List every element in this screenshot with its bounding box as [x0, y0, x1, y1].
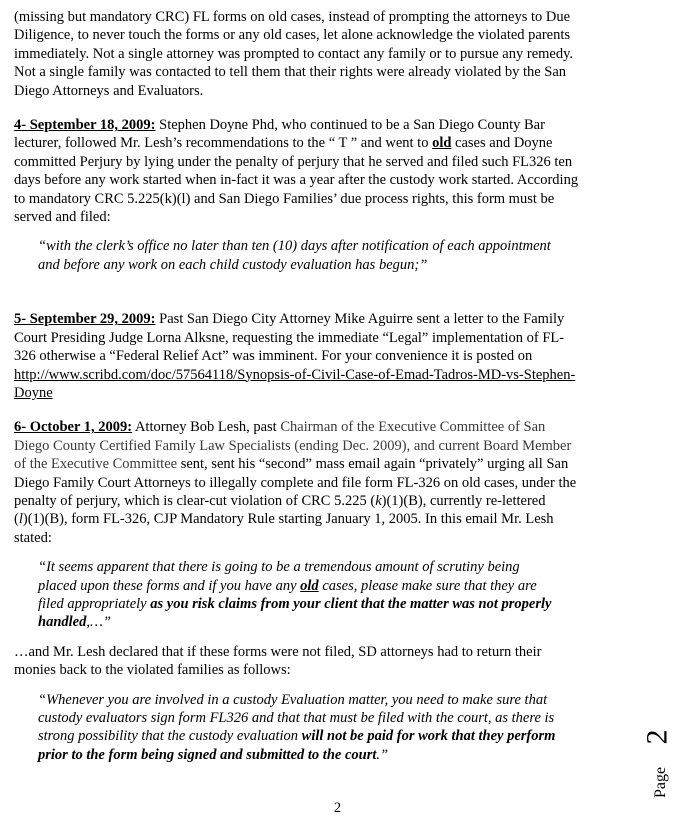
- scribd-link-cont[interactable]: [14, 384, 614, 402]
- link-text[interactable]: http://www.scribd.com/doc/57564118/Synopsis-of-Civil-Case-of-Emad-Tadros-MD-vs-Stephen-: [14, 366, 576, 383]
- text-line: [14, 510, 614, 528]
- text-line: immediately. Not a single attorney was prompted to contact any family or to pursue any remedy.: [14, 45, 574, 62]
- text-span: )(1)(B), form FL-326, CJP Mandatory Rule starting January 1, 2005. In this email Mr. Lesh: [22, 511, 554, 528]
- text-line: monies back to the violated families as follows:: [14, 662, 291, 679]
- quote-line: “with the clerk’s office no later than ten (10) days after notification of each appointment: [38, 238, 551, 255]
- bold-span: handled: [38, 614, 87, 631]
- text-line: [14, 134, 614, 152]
- text-span: )(1)(B), currently re-lettered: [381, 492, 546, 509]
- quote-line: [38, 577, 613, 595]
- bold-span: prior to the form being signed and submitted to the court: [38, 746, 377, 763]
- text-line: [14, 455, 614, 473]
- text-line: days before any work started when in-fact it was a year after the custody work started. According: [14, 172, 579, 189]
- text-line: [14, 492, 614, 510]
- item-heading: 4- September 18, 2009:: [14, 117, 156, 134]
- document-page: [14, 8, 614, 764]
- item-heading: 5- September 29, 2009:: [14, 311, 156, 328]
- text-span: sent, sent his “second” mass email again “privately” urging all San: [177, 456, 569, 473]
- text-line: [14, 310, 614, 328]
- emphasis-old: old: [432, 135, 452, 152]
- item-6-paragraph: [14, 418, 614, 764]
- text-line: [14, 418, 614, 436]
- item-4-paragraph: [14, 116, 614, 274]
- quote-line: [38, 727, 613, 745]
- text-line: served and filed:: [14, 209, 111, 226]
- page-number: 2: [333, 800, 342, 816]
- text-span: placed upon these forms and if you have any: [38, 577, 301, 594]
- quote-line: [38, 746, 613, 764]
- text-span: (: [14, 511, 19, 528]
- text-span: of the Executive Committee: [14, 456, 178, 473]
- side-page-marker: [640, 700, 674, 800]
- text-line: (missing but mandatory CRC) FL forms on old cases, instead of prompting the attorneys to Due: [14, 9, 571, 25]
- quote-line: “Whenever you are involved in a custody Evaluation matter, you need to make sure that: [38, 691, 548, 708]
- text-span: Attorney Bob Lesh, past: [132, 419, 281, 436]
- text-span: lecturer, followed Mr. Lesh’s recommendations to the “ T ” and went to: [14, 135, 433, 152]
- bold-span: as you risk claims from your client that the matter was not properly: [150, 595, 552, 612]
- text-line: stated:: [14, 529, 52, 546]
- text-span: cases and Doyne: [451, 135, 553, 152]
- text-line: Not a single family was contacted to tell them that their rights were already violated by the San: [14, 64, 567, 81]
- text-span: Past San Diego City Attorney Mike Aguirre sent a letter to the Family: [155, 311, 565, 328]
- text-span: strong possibility that the custody evaluation: [38, 728, 302, 745]
- text-line: Diego Family Court Attorneys to illegally complete and file form FL-326 on old cases, under the: [14, 474, 577, 491]
- link-text[interactable]: Doyne: [14, 384, 53, 401]
- text-span: cases, please make sure that they are: [318, 577, 537, 594]
- text-span: .”: [376, 746, 389, 763]
- quote-line: “It seems apparent that there is going to be a tremendous amount of scrutiny being: [38, 559, 520, 576]
- scribd-link[interactable]: [14, 366, 614, 384]
- text-line: Diligence, to never touch the forms or any old cases, let alone acknowledge the violated parents: [14, 27, 571, 44]
- text-span: ,…”: [86, 614, 111, 631]
- item-5-paragraph: [14, 310, 614, 402]
- text-line: committed Perjury by lying under the penalty of perjury that he served and filed such FL326 ten: [14, 153, 573, 170]
- text-line: to mandatory CRC 5.225(k)(l) and San Diego Families’ due process rights, this form must be: [14, 190, 555, 207]
- text-line: 326 otherwise a “Federal Relief Act” was imminent. For your convenience it is posted on: [14, 348, 533, 365]
- item-heading: 6- October 1, 2009:: [14, 419, 133, 436]
- emphasis-old: old: [300, 577, 319, 594]
- quote-line: custody evaluators sign form FL326 and that that must be filed with the court, as there is: [38, 710, 555, 726]
- quote-line: [38, 595, 613, 613]
- text-line: Diego County Certified Family Law Specialists (ending Dec. 2009), and current Board Member: [14, 437, 572, 454]
- text-line: [14, 116, 614, 134]
- text-span: filed appropriately: [38, 595, 151, 612]
- quote-line: [38, 613, 613, 631]
- text-span: Chairman of the Executive Committee of San: [280, 419, 546, 436]
- text-span: l: [18, 511, 23, 528]
- text-line: …and Mr. Lesh declared that if these forms were not filed, SD attorneys had to return their: [14, 643, 542, 660]
- bold-span: will not be paid for work that they perform: [301, 728, 556, 745]
- quote-line: and before any work on each child custody evaluation has begun;”: [38, 256, 428, 273]
- text-span: Stephen Doyne Phd, who continued to be a San Diego County Bar: [155, 117, 545, 134]
- side-page-digit: 2: [640, 729, 674, 745]
- text-line: Court Presiding Judge Lorna Alksne, requesting the immediate “Legal” implementation of FL-: [14, 329, 565, 346]
- paragraph-intro: [14, 8, 614, 100]
- side-page-label: Page: [652, 766, 669, 798]
- text-span: k: [375, 492, 382, 509]
- text-line: Diego Attorneys and Evaluators.: [14, 82, 204, 99]
- text-span: penalty of perjury, which is clear-cut violation of CRC 5.225 (: [14, 492, 376, 509]
